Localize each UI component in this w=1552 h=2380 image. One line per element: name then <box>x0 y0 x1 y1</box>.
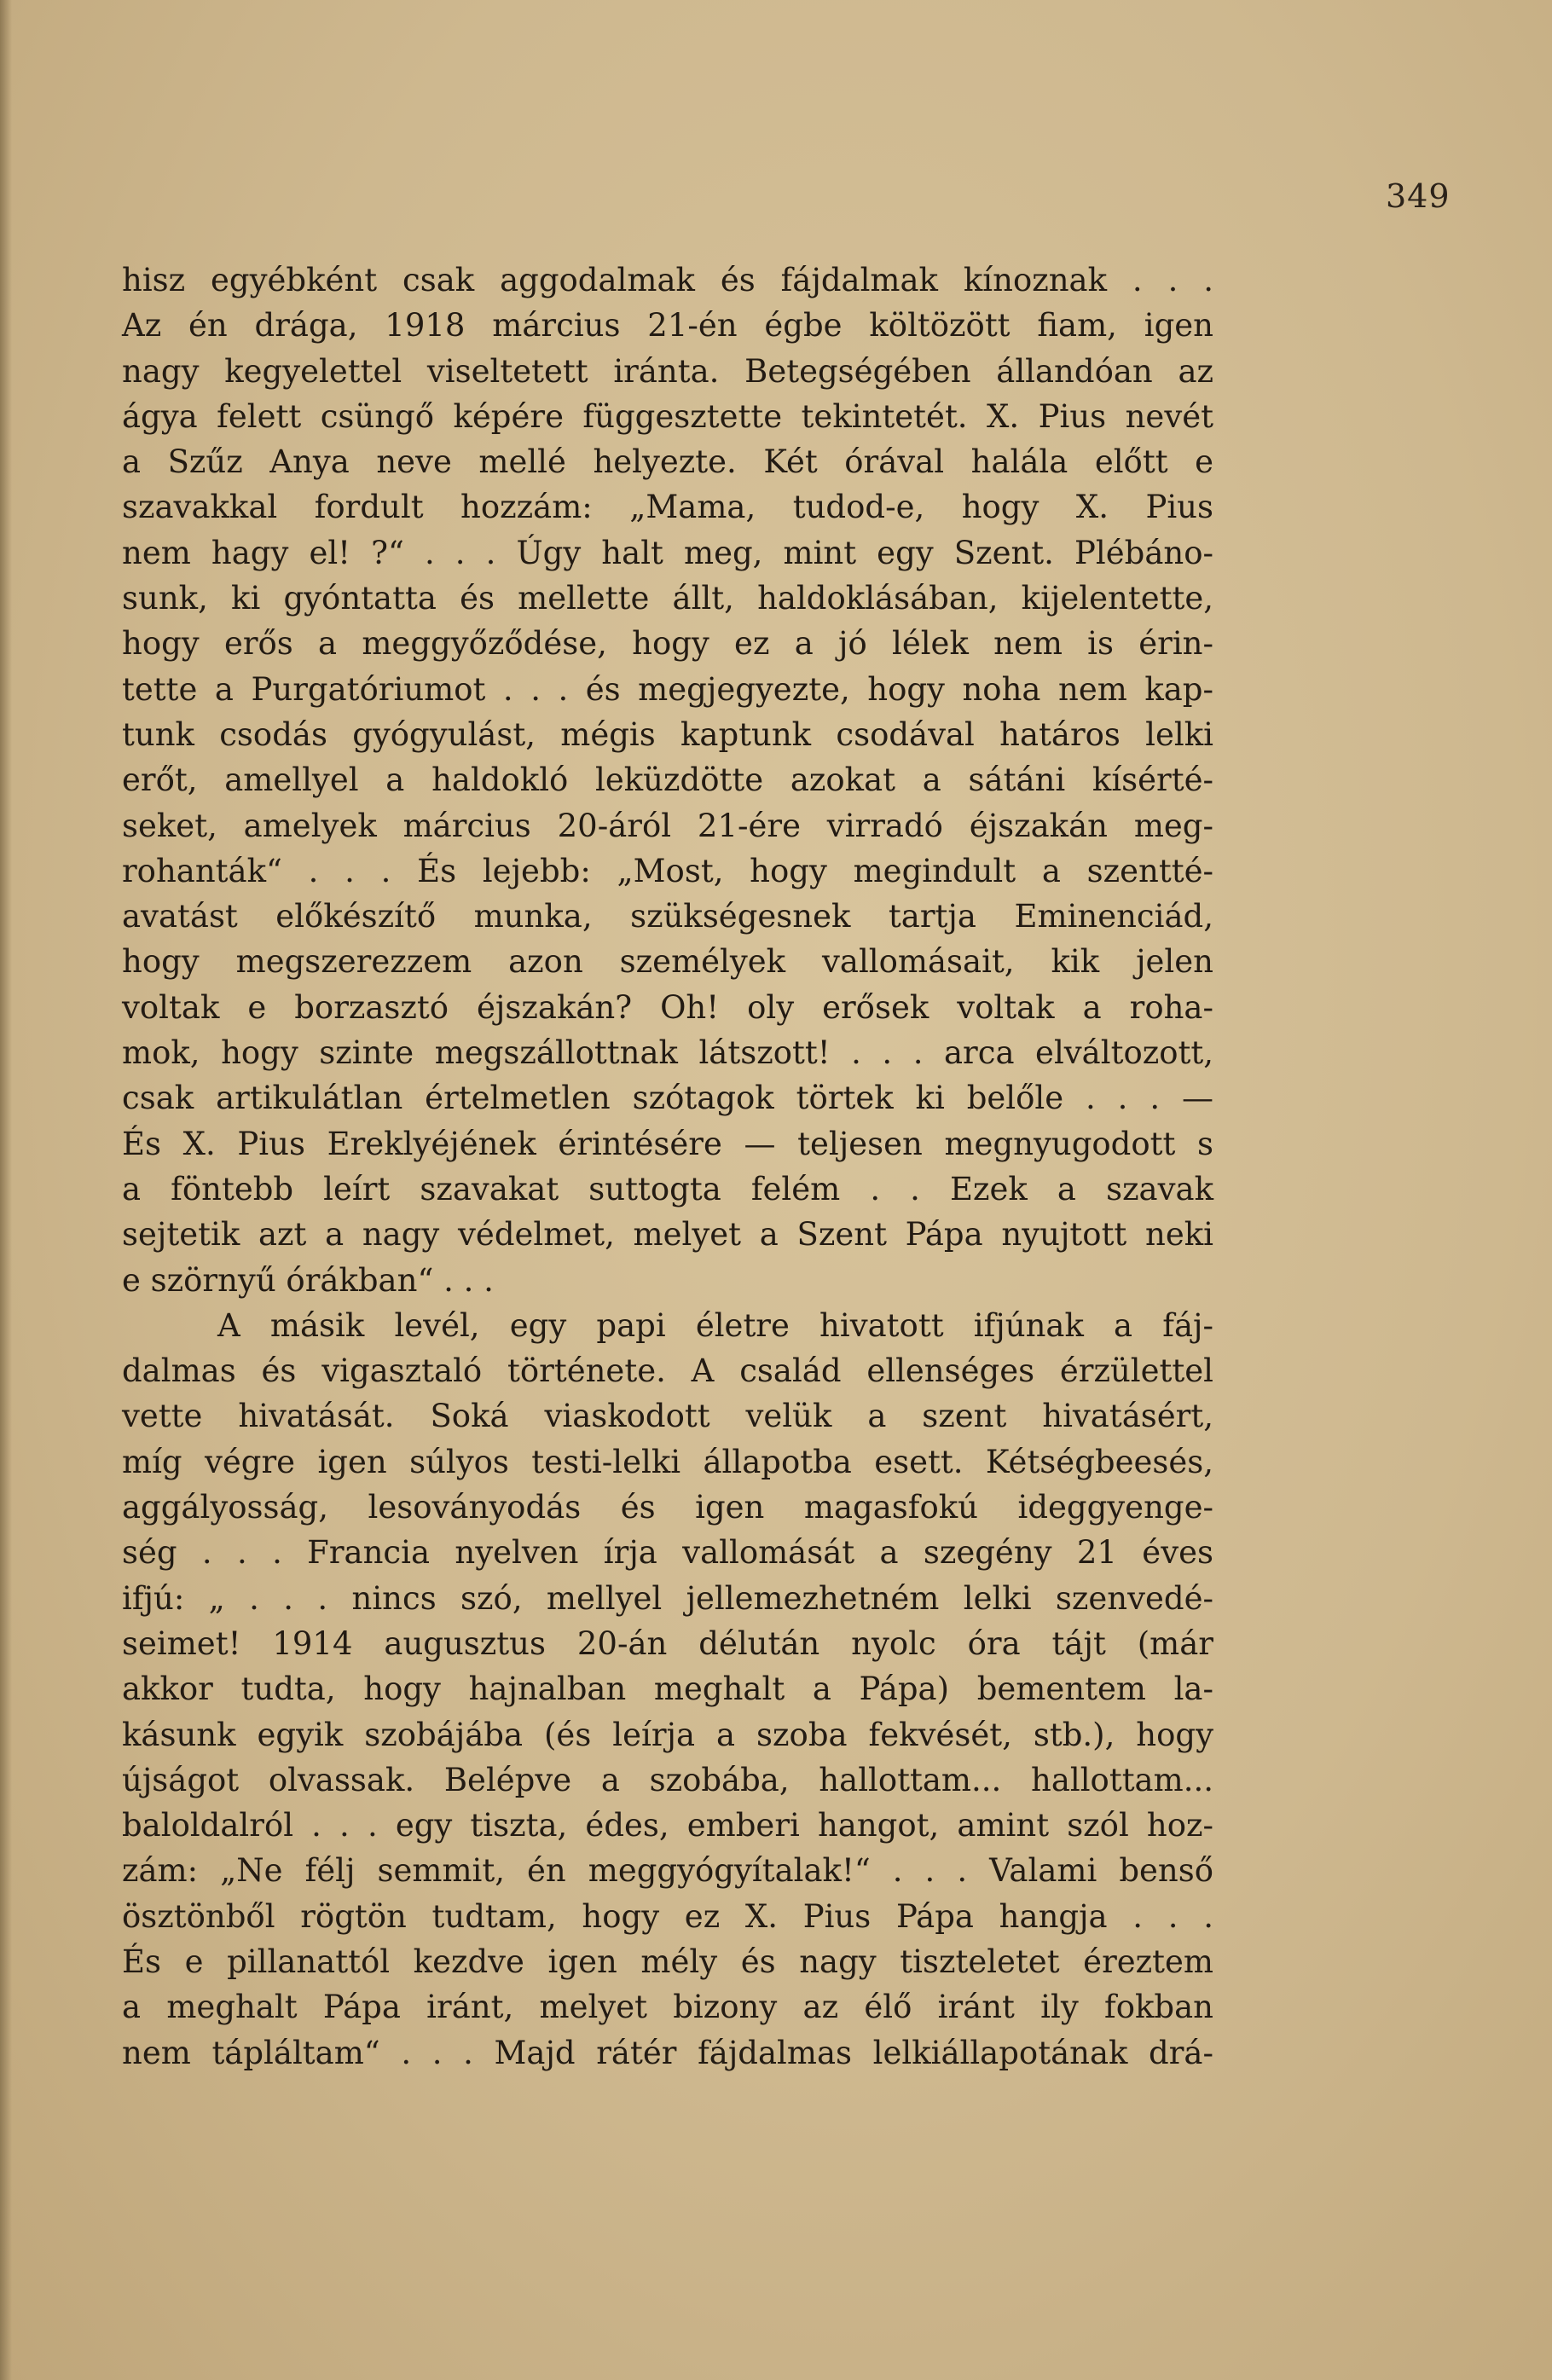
text-line: sejtetik azt a nagy védelmet, melyet a Szent Pápa nyujtott neki <box>122 1216 1213 1254</box>
text-line: És e pillanattól kezdve igen mély és nagy tiszteletet éreztem <box>122 1943 1213 1980</box>
text-line: ifjú: „ . . . nincs szó, mellyel jellemezhetném lelki szenvedé- <box>122 1579 1213 1617</box>
text-line: zám: „Ne félj semmit, én meggyógyítalak!“ . . . Valami benső <box>122 1852 1213 1890</box>
text-line: hogy megszerezzem azon személyek vallomásait, kik jelen <box>122 943 1213 981</box>
text-line: A másik levél, egy papi életre hivatott ifjúnak a fáj- <box>217 1306 1213 1344</box>
page-edge-shadow <box>0 0 12 2380</box>
text-line: aggályosság, lesoványodás és igen magasfokú ideggyenge- <box>122 1489 1213 1526</box>
text-line: tette a Purgatóriumot . . . és megjegyezte, hogy noha nem kap- <box>122 670 1213 708</box>
text-line: dalmas és vigasztaló története. A család ellenséges érzülettel <box>122 1352 1213 1390</box>
text-line: csak artikulátlan értelmetlen szótagok törtek ki belőle . . . — <box>122 1080 1213 1117</box>
text-line: rohanták“ . . . És lejebb: „Most, hogy megindult a szentté- <box>122 852 1213 889</box>
text-line: ség . . . Francia nyelven írja vallomását a szegény 21 éves <box>122 1534 1213 1572</box>
text-line: nagy kegyelettel viseltetett iránta. Betegségében állandóan az <box>122 352 1213 390</box>
text-line: hogy erős a meggyőződése, hogy ez a jó lélek nem is érin- <box>122 625 1213 663</box>
text-line: a föntebb leírt szavakat suttogta felém . . Ezek a szavak <box>122 1170 1213 1207</box>
text-line: a Szűz Anya neve mellé helyezte. Két órával halála előtt e <box>122 443 1213 481</box>
text-line: vette hivatását. Soká viaskodott velük a szent hivatásért, <box>122 1398 1213 1435</box>
text-line: sunk, ki gyóntatta és mellette állt, haldoklásában, kijelentette, <box>122 580 1213 617</box>
text-line: hisz egyébként csak aggodalmak és fájdalmak kínoznak . . . <box>122 262 1213 298</box>
text-line: voltak e borzasztó éjszakán? Oh! oly erősek voltak a roha- <box>122 988 1213 1026</box>
text-line: míg végre igen súlyos testi-lelki állapotba esett. Kétségbeesés, <box>122 1443 1213 1480</box>
text-line: seimet! 1914 augusztus 20-án délután nyolc óra tájt (már <box>122 1624 1213 1662</box>
text-line: nem hagy el! ?“ . . . Úgy halt meg, mint egy Szent. Plébáno- <box>122 534 1213 571</box>
text-line: kásunk egyik szobájába (és leírja a szoba fekvését, stb.), hogy <box>122 1716 1213 1753</box>
text-line: e szörnyű órákban“ . . . <box>122 1261 494 1299</box>
text-line: baloldalról . . . egy tiszta, édes, emberi hangot, amint szól hoz- <box>122 1807 1213 1844</box>
text-line: seket, amelyek március 20-áról 21-ére virradó éjszakán meg- <box>122 807 1213 844</box>
text-line: mok, hogy szinte megszállottnak látszott! . . . arca elváltozott, <box>122 1034 1213 1072</box>
text-line: ösztönből rögtön tudtam, hogy ez X. Pius Pápa hangja . . . <box>122 1897 1213 1935</box>
text-line: Az én drága, 1918 március 21-én égbe költözött fiam, igen <box>122 307 1213 345</box>
text-line: nem tápláltam“ . . . Majd rátér fájdalmas lelkiállapotának drá- <box>122 2034 1213 2071</box>
text-line: erőt, amellyel a haldokló leküzdötte azokat a sátáni kísérté- <box>122 761 1213 799</box>
page-number: 349 <box>1386 177 1451 215</box>
text-line: szavakkal fordult hozzám: „Mama, tudod-e, hogy X. Pius <box>122 489 1213 526</box>
text-line: avatást előkészítő munka, szükségesnek tartja Eminenciád, <box>122 898 1213 935</box>
text-line: És X. Pius Ereklyéjének érintésére — teljesen megnyugodott s <box>122 1125 1213 1162</box>
text-line: tunk csodás gyógyulást, mégis kaptunk csodával határos lelki <box>122 715 1213 753</box>
text-line: ágya felett csüngő képére függesztette tekintetét. X. Pius nevét <box>122 397 1213 435</box>
text-line: újságot olvassak. Belépve a szobába, hallottam... hallottam... <box>122 1761 1213 1798</box>
text-line: a meghalt Pápa iránt, melyet bizony az élő iránt ily fokban <box>122 1989 1213 2026</box>
text-line: akkor tudta, hogy hajnalban meghalt a Pápa) bementem la- <box>122 1671 1213 1708</box>
body-text <box>122 258 1213 2076</box>
